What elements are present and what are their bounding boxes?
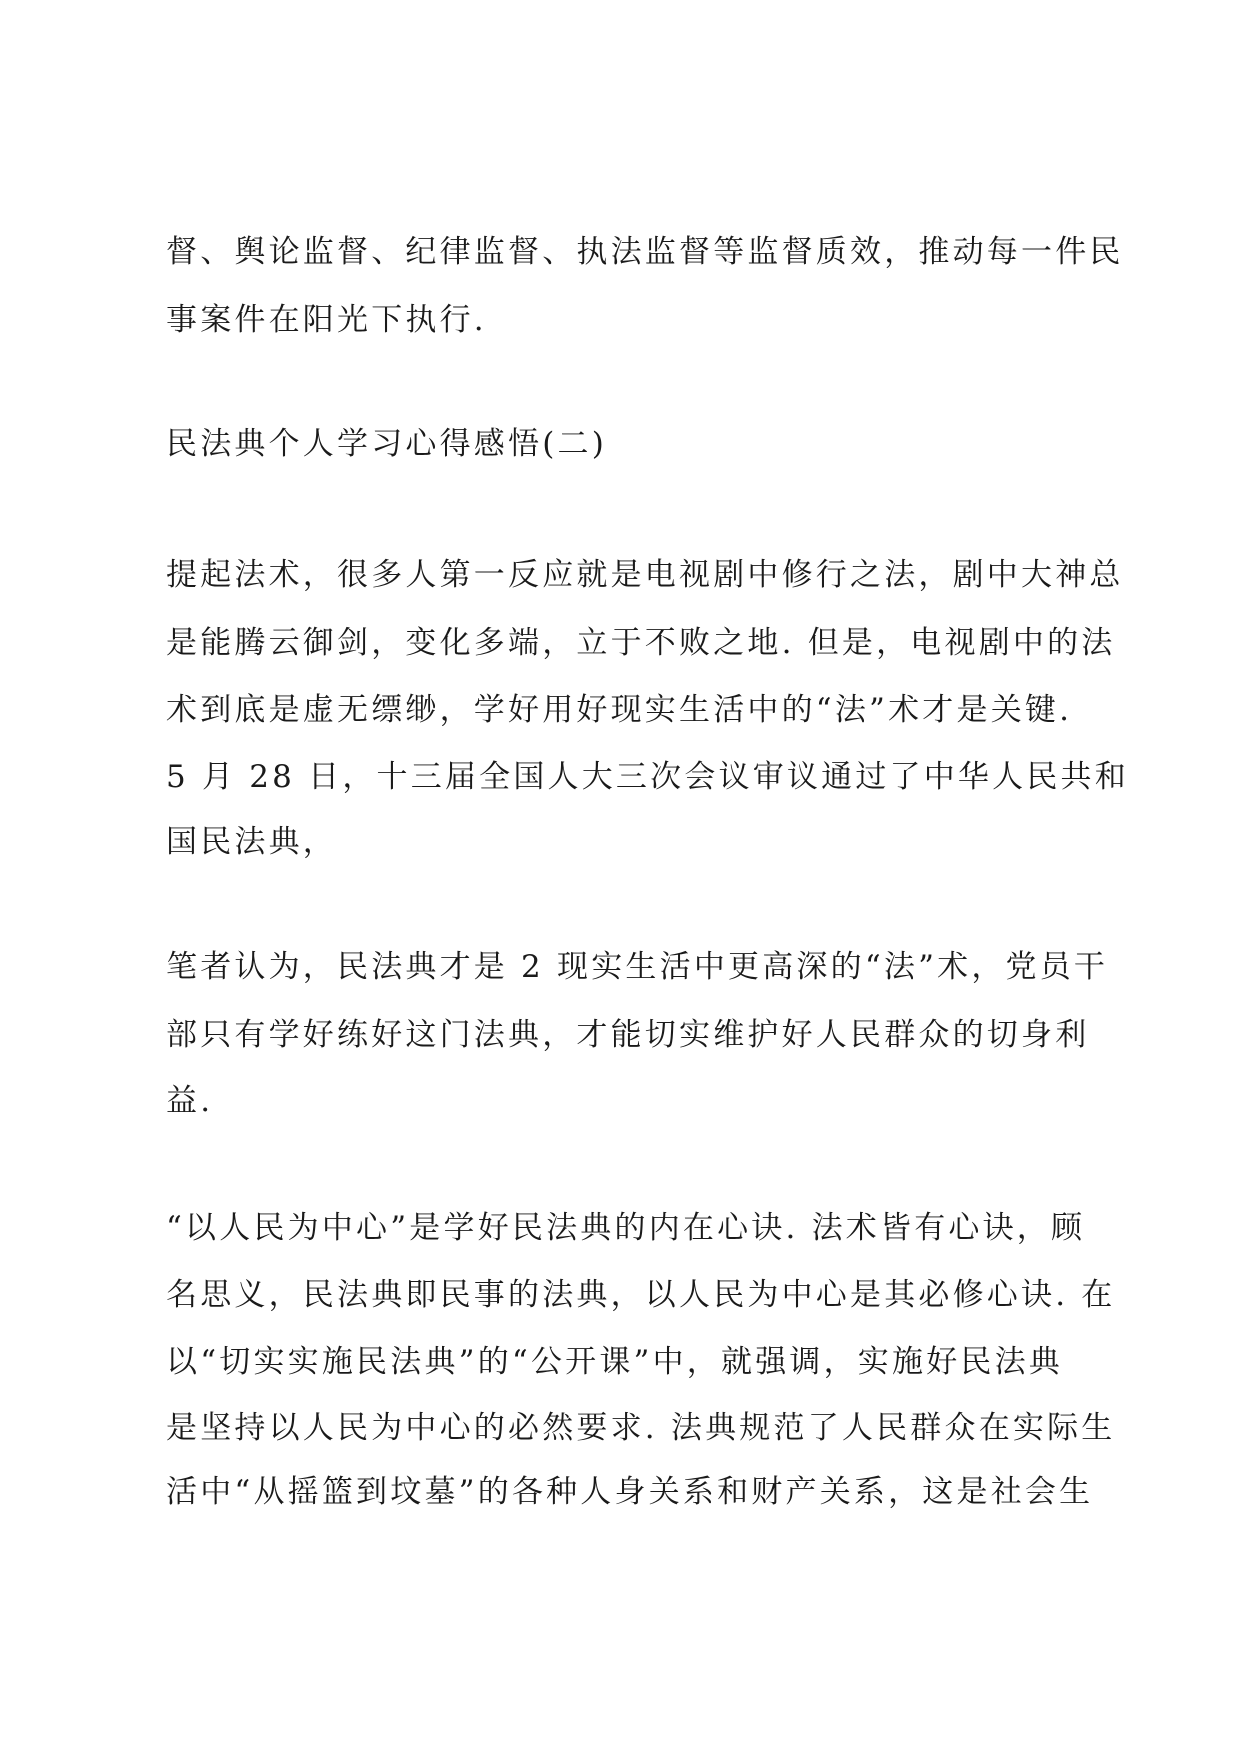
paragraph-2-line-3: 术到底是虚无缥缈，学好用好现实生活中的“法”术才是关键. bbox=[166, 692, 1073, 728]
paragraph-1-line-1: 督、舆论监督、纪律监督、执法监督等监督质效，推动每一件民 bbox=[166, 234, 1124, 270]
section-heading: 民法典个人学习心得感悟(二) bbox=[166, 426, 607, 462]
paragraph-3-line-3: 益. bbox=[166, 1083, 214, 1119]
paragraph-4-line-3: 以“切实实施民法典”的“公开课”中，就强调，实施好民法典 bbox=[166, 1344, 1063, 1380]
paragraph-2-line-4: 5 月 28 日，十三届全国人大三次会议审议通过了中华人民共和 bbox=[166, 759, 1129, 795]
paragraph-4-line-1: “以人民为中心”是学好民法典的内在心诀. 法术皆有心诀，顾 bbox=[166, 1210, 1086, 1246]
paragraph-2-line-5: 国民法典， bbox=[166, 824, 337, 860]
paragraph-4-line-2: 名思义，民法典即民事的法典，以人民为中心是其必修心诀. 在 bbox=[166, 1277, 1116, 1313]
paragraph-3-line-1: 笔者认为，民法典才是 2 现实生活中更高深的“法”术，党员干 bbox=[166, 949, 1109, 985]
paragraph-1-line-2: 事案件在阳光下执行. bbox=[166, 302, 487, 338]
paragraph-2-line-2: 是能腾云御剑，变化多端，立于不败之地. 但是，电视剧中的法 bbox=[166, 625, 1116, 661]
paragraph-2-line-1: 提起法术，很多人第一反应就是电视剧中修行之法，剧中大神总 bbox=[166, 557, 1124, 593]
paragraph-4-line-4: 是坚持以人民为中心的必然要求. 法典规范了人民群众在实际生 bbox=[166, 1410, 1116, 1446]
paragraph-4-line-5: 活中“从摇篮到坟墓”的各种人身关系和财产关系，这是社会生 bbox=[166, 1474, 1094, 1510]
paragraph-3-line-2: 部只有学好练好这门法典，才能切实维护好人民群众的切身利 bbox=[166, 1017, 1090, 1053]
